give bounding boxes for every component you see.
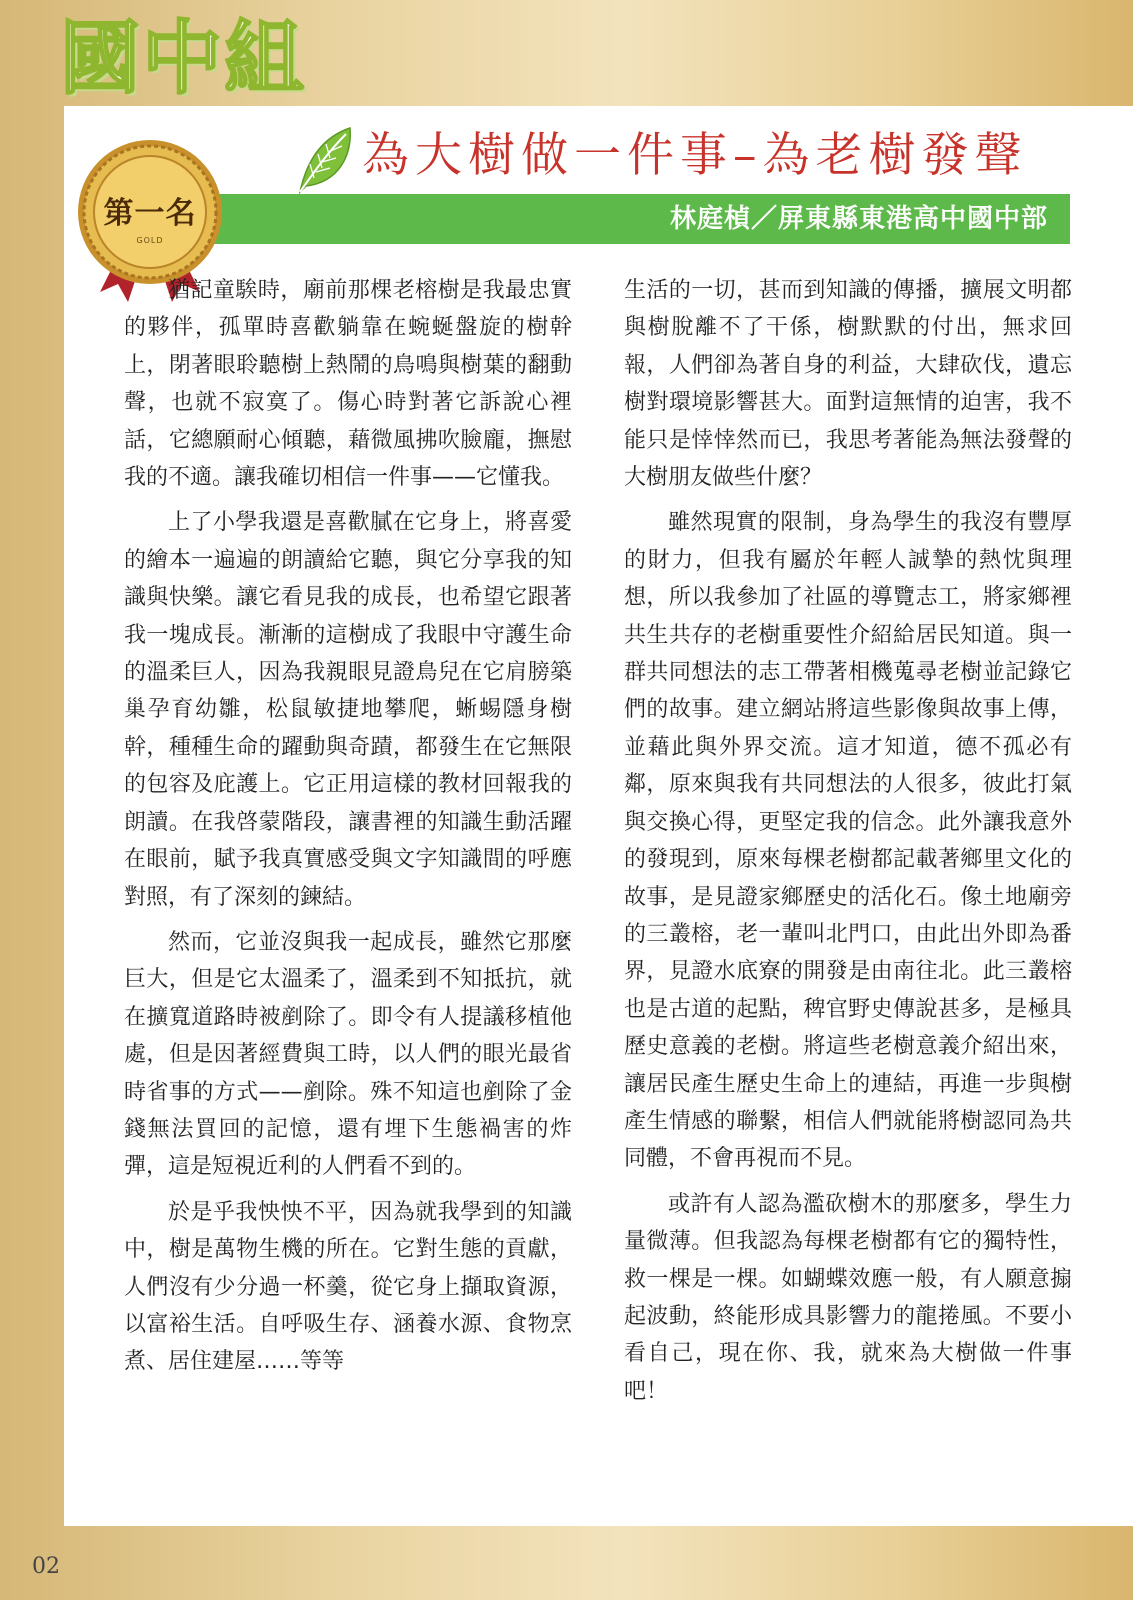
right-column xyxy=(624,272,1072,1418)
section-title: 國中組 xyxy=(60,12,306,105)
medal-rank-label: 第一名 xyxy=(103,196,197,231)
left-column xyxy=(124,272,572,1389)
paragraph: 上了小學我還是喜歡膩在它身上，將喜愛的繪本一遍遍的朗讀給它聽，與它分享我的知識與快樂。讓它看見我的成長，也希望它跟著我一塊成長。漸漸的這樹成了我眼中守護生命的溫柔巨人，因為我親眼見證鳥兒在它肩膀築巢孕育幼雛，松鼠敏捷地攀爬，蜥蜴隱身樹幹，種種生命的躍動與奇蹟，都發生在它無限的包容及庇護上。它正用這樣的教材回報我的朗讀。在我啓蒙階段，讓書裡的知識生動活躍在眼前，賦予我真實感受與文字知識間的呼應對照，有了深刻的鍊結。 xyxy=(124,510,572,910)
author-bar xyxy=(200,194,1070,244)
paragraph: 雖然現實的限制，身為學生的我沒有豐厚的財力，但我有屬於年輕人誠摯的熱忱與理想，所以我參加了社區的導覽志工，將家鄉裡共生共存的老樹重要性介紹給居民知道。與一群共同想法的志工帶著相機蒐尋老樹並記錄它們的故事。建立網站將這些影像與故事上傳，並藉此與外界交流。這才知道，德不孤必有鄰，原來與我有共同想法的人很多，彼此打氣與交換心得，更堅定我的信念。此外讓我意外的發現到，原來每棵老樹都記載著鄉里文化的故事，是見證家鄉歷史的活化石。像土地廟旁的三叢榕，老一輩叫北門口，由此出外即為番界，見證水底寮的開發是由南往北。此三叢榕也是古道的起點，稗官野史傳說甚多，是極具歷史意義的老樹。將這些老樹意義介紹出來，讓居民產生歷史生命上的連結，再進一步與樹產生情感的聯繫，相信人們就能將樹認同為共同體，不會再視而不見。 xyxy=(624,510,1072,1172)
paragraph: 於是乎我怏怏不平，因為就我學到的知識中，樹是萬物生機的所在。它對生態的貢獻，人們沒有少分過一杯羹，從它身上擷取資源，以富裕生活。自呼吸生存、涵養水源、食物烹煮、居住建屋……等等 xyxy=(124,1199,572,1375)
article-title: 為大樹做一件事–為老樹發聲 xyxy=(362,128,1028,183)
paragraph: 或許有人認為濫砍樹木的那麼多，學生力量微薄。但我認為每棵老樹都有它的獨特性，救一棵是一棵。如蝴蝶效應一般，有人願意搧起波動，終能形成具影響力的龍捲風。不要小看自己，現在你、我，就來為大樹做一件事吧！ xyxy=(624,1191,1072,1404)
leaf-icon xyxy=(296,124,354,196)
page-number: 02 xyxy=(32,1554,60,1579)
paragraph: 然而，它並沒與我一起成長，雖然它那麼巨大，但是它太溫柔了，溫柔到不知抵抗，就在擴寬道路時被剷除了。即令有人提議移植他處，但是因著經費與工時，以人們的眼光最省時省事的方式——剷除。殊不知這也剷除了金錢無法買回的記憶，還有埋下生態禍害的炸彈，這是短視近利的人們看不到的。 xyxy=(124,929,572,1180)
paragraph-continuation: 生活的一切，甚而到知識的傳播，擴展文明都與樹脫離不了干係，樹默默的付出，無求回報，人們卻為著自身的利益，大肆砍伐，遺忘樹對環境影響甚大。面對這無情的迫害，我不能只是悻悻然而已，我思考著能為無法發聲的大樹朋友做些什麼？ xyxy=(624,278,1072,491)
author-line: 林庭楨／屏東縣東港高中國中部 xyxy=(669,204,1048,234)
paragraph: 猶記童騃時，廟前那棵老榕樹是我最忠實的夥伴，孤單時喜歡躺靠在蜿蜒盤旋的樹幹上，閉著眼聆聽樹上熱鬧的鳥鳴與樹葉的翻動聲，也就不寂寞了。傷心時對著它訴說心裡話，它總願耐心傾聽，藉微風拂吹臉龐，撫慰我的不適。讓我確切相信一件事——它懂我。 xyxy=(124,278,572,491)
medal-sub-label: GOLD xyxy=(136,236,164,245)
